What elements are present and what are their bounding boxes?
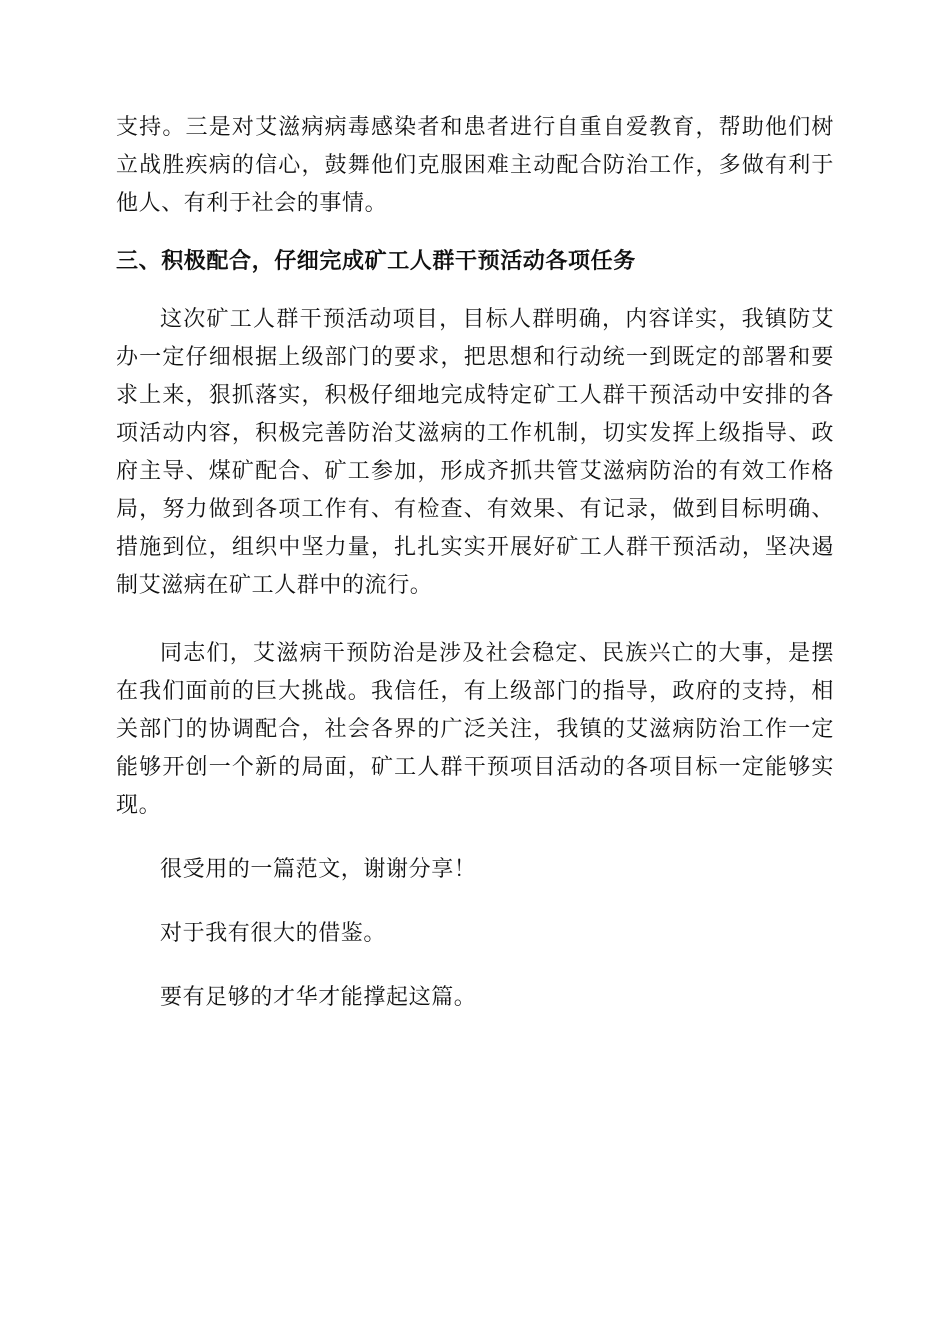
spacer <box>116 281 834 301</box>
comment-line: 很受用的一篇范文，谢谢分享！ <box>160 857 477 882</box>
comment-line: 对于我有很大的借鉴。 <box>160 921 387 946</box>
section-heading: 三、积极配合，仔细完成矿工人群干预活动各项任务 <box>116 249 636 274</box>
spacer <box>116 605 834 635</box>
comment-line: 要有足够的才华才能撑起这篇。 <box>160 985 477 1010</box>
paragraph-section-body: 这次矿工人群干预活动项目，目标人群明确，内容详实，我镇防艾办一定仔细根据上级部门的要求，把思想和行动统一到既定的部署和要求上来，狠抓落实，积极仔细地完成特定矿工人群干预活动中安排的各项活动内容，积极完善防治艾滋病的工作机制，切实发挥上级指导、政府主导、煤矿配合、矿工参加，形成齐抓共管艾滋病防治的有效工作格局，努力做到各项工作有、有检查、有效果、有记录，做到目标明确、措施到位，组织中坚力量，扎扎实实开展好矿工人群干预活动，坚决遏制艾滋病在矿工人群中的流行。 <box>116 307 834 598</box>
spacer <box>116 223 834 243</box>
document-body <box>116 109 834 1017</box>
spacer <box>116 889 834 915</box>
paragraph-closing: 同志们，艾滋病干预防治是涉及社会稳定、民族兴亡的大事，是摆在我们面前的巨大挑战。我信任，有上级部门的指导，政府的支持，相关部门的协调配合，社会各界的广泛关注，我镇的艾滋病防治工作一定能够开创一个新的局面，矿工人群干预项目活动的各项目标一定能够实现。 <box>116 641 834 818</box>
paragraph-continued: 支持。三是对艾滋病病毒感染者和患者进行自重自爱教育，帮助他们树立战胜疾病的信心，鼓舞他们克服困难主动配合防治工作，多做有利于他人、有利于社会的事情。 <box>116 115 834 216</box>
spacer <box>116 953 834 979</box>
spacer <box>116 825 834 851</box>
